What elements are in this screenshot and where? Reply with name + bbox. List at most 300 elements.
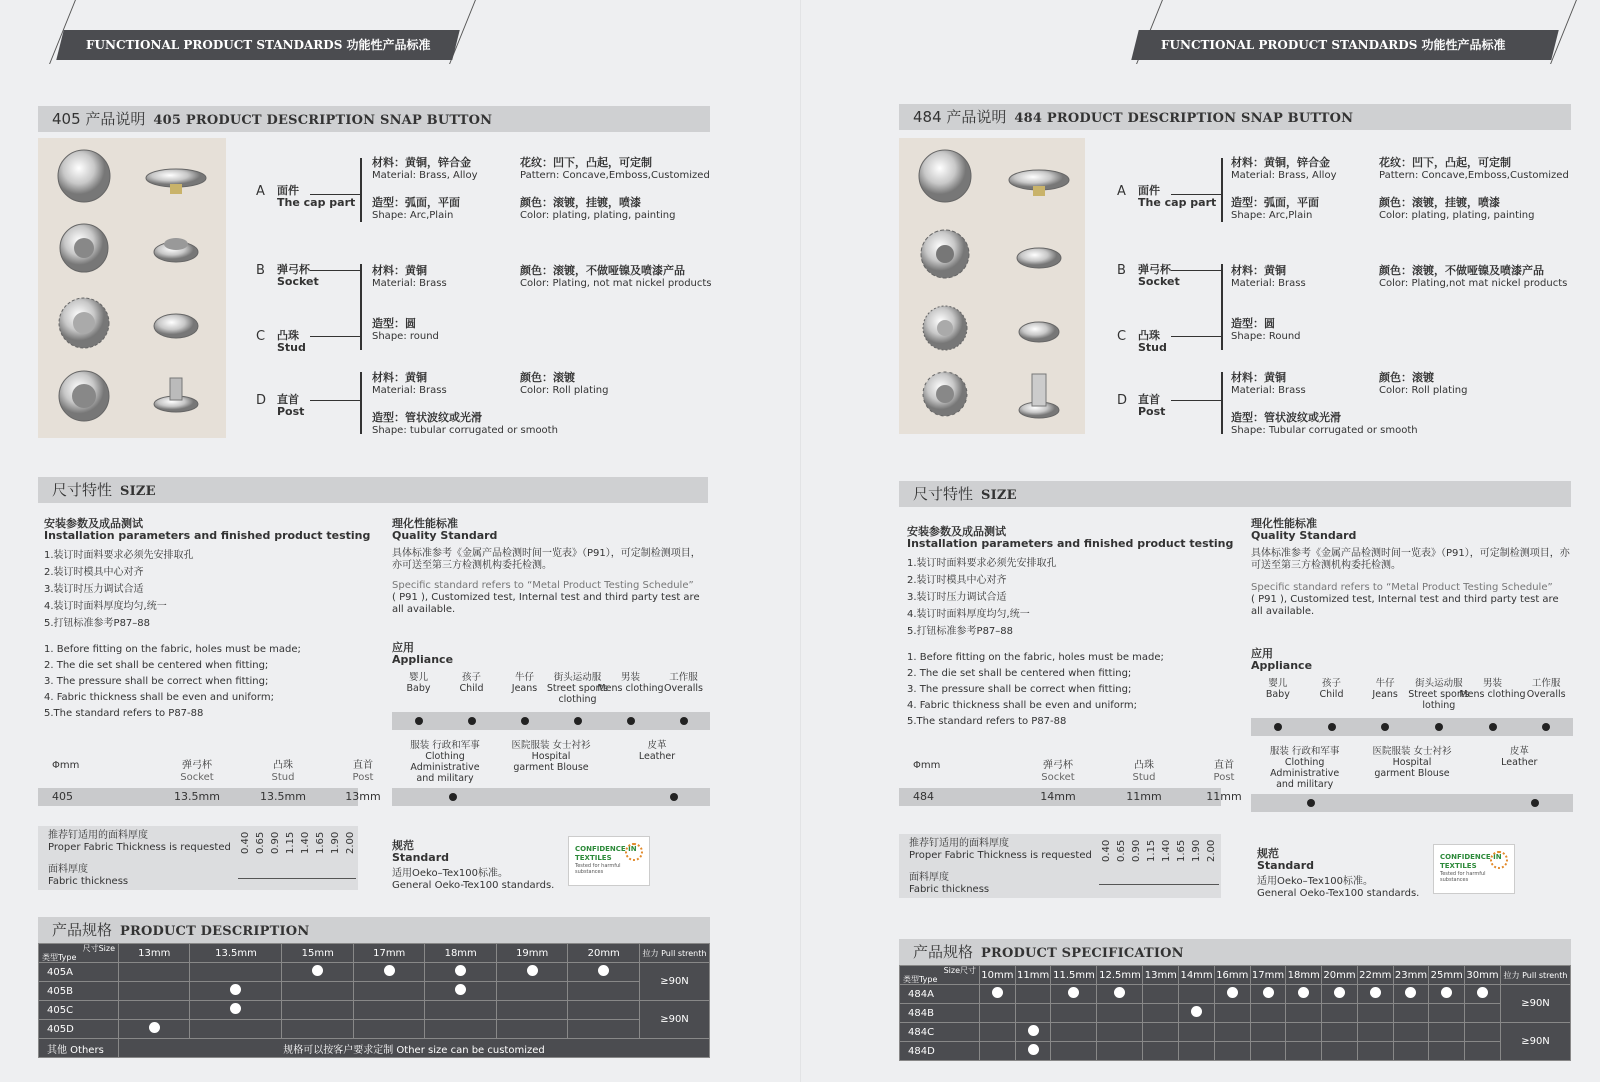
spec-cell <box>568 963 640 982</box>
attr-pattern-cn: 花纹：凹下，凸起，可定制 <box>520 156 652 169</box>
spec-size-header: 30mm <box>1465 966 1501 985</box>
part-letter-a: A <box>256 184 265 199</box>
dim-header-en: Socket <box>1041 772 1075 783</box>
quality-title-en: Quality Standard <box>1251 529 1357 542</box>
spec-cell <box>1097 1042 1143 1061</box>
attr-material-cn: 材料：黄铜 <box>372 371 427 384</box>
appliance-dot-strip <box>1251 718 1573 736</box>
spec-cell <box>980 985 1016 1004</box>
spec-others-text: 规格可以按客户要求定制 Other size can be customized <box>119 1039 710 1058</box>
appliance-label-en: Hospital garment Blouse <box>513 751 589 773</box>
thickness-value: 1.65 <box>1176 839 1187 862</box>
install-step: 1.装订时面料要求必须先安排取孔 <box>907 558 1057 569</box>
dim-header-cn: Φmm <box>913 760 941 771</box>
connector-line <box>1171 194 1221 195</box>
spec-cell <box>1097 1023 1143 1042</box>
part-label-post-en: Post <box>1138 405 1166 418</box>
attr-material-en: Material: Brass, Alloy <box>1231 170 1337 181</box>
appliance-dot <box>415 717 423 725</box>
spec-pull-value: ≥90N <box>640 1001 710 1039</box>
spec-cell <box>1357 1023 1393 1042</box>
spec-table <box>899 965 1571 1061</box>
dim-value: 13.5mm <box>260 790 306 803</box>
spec-corner <box>39 944 119 963</box>
spec-corner-type: 类型Type <box>42 953 77 962</box>
part-letter-b: B <box>256 263 265 278</box>
fabric-label-en: Fabric thickness <box>909 884 990 895</box>
spec-row-type: 484D <box>900 1042 980 1061</box>
appliance-dot <box>468 717 476 725</box>
spec-cell <box>1015 1042 1051 1061</box>
install-step: 4. Fabric thickness shall be even and uniform; <box>907 700 1137 711</box>
dim-header-cn: 凸珠 <box>273 760 293 771</box>
thickness-value: 1.15 <box>1146 839 1157 862</box>
appliance-dot <box>449 793 457 801</box>
spec-cell <box>1322 1004 1358 1023</box>
spec-size-header: 22mm <box>1357 966 1393 985</box>
appliance-dot <box>1274 723 1282 731</box>
attr-material-en: Material: Brass <box>1231 385 1306 396</box>
oeko-tex-certificate-icon: CONFIDENCE IN TEXTILES Tested for harmful substances <box>1433 844 1515 894</box>
thickness-value: 0.90 <box>270 831 281 854</box>
thickness-value: 1.40 <box>300 831 311 854</box>
part-label-cap-en: The cap part <box>277 196 356 209</box>
spec-pull-header: 拉力 Pull strenth <box>640 944 710 963</box>
spec-cell <box>1015 985 1051 1004</box>
dim-header-cn: 凸珠 <box>1134 760 1154 771</box>
thickness-value: 1.15 <box>285 831 296 854</box>
appliance-label-en: Clothing Administrative and military <box>1270 757 1340 790</box>
spec-mark <box>1441 987 1452 998</box>
spec-mark <box>1263 987 1274 998</box>
spec-cell <box>1214 1023 1250 1042</box>
install-step: 5.The standard refers to P87-88 <box>44 708 204 719</box>
spec-cell <box>1143 1042 1179 1061</box>
dim-value: 405 <box>52 790 73 803</box>
spec-row-type: 484C <box>900 1023 980 1042</box>
part-label-post: 直首 <box>277 393 299 406</box>
bracket-line <box>360 158 362 222</box>
appliance-item <box>405 740 485 784</box>
bracket-line <box>1221 158 1223 222</box>
attr-material-en: Material: Brass <box>372 278 447 289</box>
spec-row-type: 405B <box>39 982 119 1001</box>
spec-corner-size: 尺寸Size <box>82 944 115 953</box>
dim-header <box>328 760 398 784</box>
attr-color-cn: 颜色：滚镀，挂镀，喷漆 <box>520 196 641 209</box>
install-step: 1. Before fitting on the fabric, holes must be made; <box>44 644 301 655</box>
spec-cell <box>353 1001 424 1020</box>
spec-cell <box>353 982 424 1001</box>
appliance-dot <box>1435 723 1443 731</box>
spec-cell <box>1393 1042 1429 1061</box>
bracket-line <box>360 264 362 350</box>
spec-cell <box>496 982 567 1001</box>
spec-cell <box>1393 1004 1429 1023</box>
attr-color-cn: 颜色：滚镀，挂镀，喷漆 <box>1379 196 1500 209</box>
install-title-en: Installation parameters and finished product testing <box>44 529 371 542</box>
appliance-item <box>617 740 697 762</box>
install-step: 3.装订时压力调试合适 <box>907 592 1007 603</box>
part-letter-d: D <box>256 393 267 408</box>
spec-cell <box>496 1020 567 1039</box>
spec-table <box>38 943 710 1058</box>
appliance-label-en: Child <box>1319 689 1344 700</box>
part-label-stud: 凸珠 <box>277 329 299 342</box>
connector-line <box>310 270 360 271</box>
connector-line <box>1171 336 1221 337</box>
dim-value: 484 <box>913 790 934 803</box>
spec-cell <box>353 1020 424 1039</box>
spec-cell <box>568 1020 640 1039</box>
install-step: 3. The pressure shall be correct when fitting; <box>907 684 1132 695</box>
spec-mark <box>1298 987 1309 998</box>
appliance-label-cn: 皮革 <box>1509 746 1529 757</box>
attr-shape-cn: 造型：圆 <box>1231 317 1275 330</box>
dim-value: 13mm <box>345 790 381 803</box>
spec-cell <box>1322 1023 1358 1042</box>
snap-button-parts-icon <box>38 138 226 438</box>
attr-material-en: Material: Brass <box>1231 278 1306 289</box>
spec-cell <box>1097 985 1143 1004</box>
spec-cell <box>1357 985 1393 1004</box>
part-label-cap: 面件 <box>1138 184 1160 197</box>
connector-line <box>310 194 360 195</box>
connector-line <box>310 336 360 337</box>
spec-size-header: 16mm <box>1214 966 1250 985</box>
part-label-socket-en: Socket <box>1138 275 1180 288</box>
appliance-label-cn: 婴儿 <box>408 672 428 683</box>
thickness-label-cn: 推荐钉适用的面料厚度 <box>909 838 1009 849</box>
spec-size-header: 10mm <box>980 966 1016 985</box>
part-label-socket: 弹弓杯 <box>277 263 310 276</box>
appliance-label-cn: 医院服装 女士衬衫 <box>1372 746 1452 757</box>
spec-size-header: 25mm <box>1429 966 1465 985</box>
appliance-title-en: Appliance <box>1251 659 1313 672</box>
attr-color-en: Color: Plating, not mat nickel products <box>520 278 712 289</box>
dim-header-cn: 直首 <box>353 760 373 771</box>
attr-color-en: Color: plating, plating, painting <box>520 210 676 221</box>
product-photo <box>899 138 1085 434</box>
spec-pull-value: ≥90N <box>640 963 710 1001</box>
spec-size-header: 11mm <box>1015 966 1051 985</box>
spec-cell <box>980 1023 1016 1042</box>
install-title-cn: 安装参数及成品测试 <box>907 525 1006 538</box>
spec-size-header: 19mm <box>496 944 567 963</box>
dim-header-cn: 直首 <box>1214 760 1234 771</box>
thickness-value: 1.65 <box>315 831 326 854</box>
dim-header <box>52 760 122 772</box>
spec-cell <box>568 1001 640 1020</box>
thickness-value: 2.00 <box>345 831 356 854</box>
spec-cell <box>1015 1023 1051 1042</box>
spec-cell <box>1051 1023 1097 1042</box>
standard-title-en: Standard <box>392 851 450 864</box>
spec-cell <box>1322 985 1358 1004</box>
appliance-dot <box>627 717 635 725</box>
attr-color-en: Color: Plating,not mat nickel products <box>1379 278 1568 289</box>
part-label-post-en: Post <box>277 405 305 418</box>
appliance-label-en: Overalls <box>664 683 703 694</box>
spec-cell <box>190 982 282 1001</box>
attr-color-en: Color: Roll plating <box>1379 385 1468 396</box>
spec-cell <box>1465 985 1501 1004</box>
spec-cell <box>496 963 567 982</box>
part-letter-c: C <box>256 329 266 344</box>
spec-cell <box>1357 1042 1393 1061</box>
spec-cell <box>1286 985 1322 1004</box>
spec-corner <box>900 966 980 985</box>
thickness-label-cn: 推荐钉适用的面料厚度 <box>48 830 148 841</box>
attr-material-cn: 材料：黄铜 <box>1231 264 1286 277</box>
spec-cell <box>1015 1004 1051 1023</box>
attr-shape-cn: 造型：弧面，平面 <box>372 196 460 209</box>
spec-cell <box>1322 1042 1358 1061</box>
spec-title-bar: 产品规格 PRODUCT SPECIFICATION <box>899 939 1571 965</box>
appliance-dot <box>670 793 678 801</box>
thickness-value: 0.90 <box>1131 839 1142 862</box>
appliance-label-en: Clothing Administrative and military <box>410 751 480 784</box>
spec-cell <box>1250 1023 1286 1042</box>
part-label-stud: 凸珠 <box>1138 329 1160 342</box>
spec-others-label: 其他 Others <box>39 1039 119 1058</box>
appliance-label-cn: 服装 行政和军事 <box>1269 746 1340 757</box>
spec-mark <box>1405 987 1416 998</box>
dim-header-en: Post <box>1213 772 1235 783</box>
spec-cell <box>425 1001 496 1020</box>
spec-cell <box>1465 1042 1501 1061</box>
spec-cell <box>1179 1023 1215 1042</box>
appliance-dot <box>574 717 582 725</box>
attr-pattern-en: Pattern: Concave,Emboss,Customized <box>1379 170 1569 181</box>
thickness-value: 2.00 <box>1206 839 1217 862</box>
appliance-label-en: Jeans <box>511 683 538 694</box>
dim-header-cn: Φmm <box>52 760 80 771</box>
spec-cell <box>190 1001 282 1020</box>
attr-shape-cn: 造型：弧面，平面 <box>1231 196 1319 209</box>
attr-material-en: Material: Brass, Alloy <box>372 170 478 181</box>
bracket-line <box>1221 264 1223 350</box>
spec-cell <box>282 1020 353 1039</box>
appliance-label-en: Street sports clothing <box>546 683 609 705</box>
attr-shape-cn: 造型：圆 <box>372 317 416 330</box>
spec-mark <box>1068 987 1079 998</box>
fabric-label-en: Fabric thickness <box>48 876 129 887</box>
appliance-label-cn: 牛仔 <box>1375 678 1395 689</box>
spec-cell <box>119 982 190 1001</box>
install-step: 1.装订时面料要求必须先安排取孔 <box>44 550 194 561</box>
spec-cell <box>1097 1004 1143 1023</box>
appliance-label-en: Mens clothing <box>597 683 664 694</box>
spec-cell <box>980 1042 1016 1061</box>
appliance-dot-strip <box>392 788 710 806</box>
spec-cell <box>353 963 424 982</box>
spec-cell <box>1393 1023 1429 1042</box>
product-photo <box>38 138 226 438</box>
attr-shape-cn: 造型：管状波纹或光滑 <box>1231 411 1341 424</box>
spec-mark <box>455 965 466 976</box>
attr-shape-cn: 造型：管状波纹或光滑 <box>372 411 482 424</box>
install-title-cn: 安装参数及成品测试 <box>44 517 143 530</box>
spec-row-type: 484B <box>900 1004 980 1023</box>
standard-text-cn: 适用Oeko–Tex100标准。 <box>392 868 508 879</box>
install-step: 1. Before fitting on the fabric, holes must be made; <box>907 652 1164 663</box>
spec-mark <box>1028 1044 1039 1055</box>
spec-cell <box>190 1020 282 1039</box>
quality-text-en: ( P91 ), Customized test, Internal test and third party test are all available. <box>1251 594 1559 617</box>
attr-shape-en: Shape: Tubular corrugated or smooth <box>1231 425 1418 436</box>
spec-cell <box>1143 985 1179 1004</box>
spec-row-type: 405D <box>39 1020 119 1039</box>
spec-cell <box>1286 1023 1322 1042</box>
appliance-dot <box>680 717 688 725</box>
dim-value: 11mm <box>1206 790 1242 803</box>
attr-shape-en: Shape: Arc,Plain <box>1231 210 1313 221</box>
spec-cell <box>425 963 496 982</box>
spec-cell <box>1051 1042 1097 1061</box>
spec-mark <box>384 965 395 976</box>
header-banner: FUNCTIONAL PRODUCT STANDARDS 功能性产品标准 <box>1131 30 1558 60</box>
thickness-label-en: Proper Fabric Thickness is requested <box>48 842 231 853</box>
appliance-label-cn: 工作服 <box>669 672 698 683</box>
bracket-line <box>360 372 362 434</box>
standard-text-cn: 适用Oeko–Tex100标准。 <box>1257 876 1373 887</box>
oeko-tex-certificate-icon: CONFIDENCE IN TEXTILES Tested for harmful substances <box>568 836 650 886</box>
install-step: 2.装订时模具中心对齐 <box>907 575 1007 586</box>
spec-cell <box>425 1020 496 1039</box>
spec-corner-size: Size尺寸 <box>943 966 976 975</box>
spec-cell <box>1250 985 1286 1004</box>
spec-size-header: 23mm <box>1393 966 1429 985</box>
spec-mark <box>1334 987 1345 998</box>
spec-cell <box>1179 1042 1215 1061</box>
spec-cell <box>1357 1004 1393 1023</box>
attr-pattern-en: Pattern: Concave,Emboss,Customized <box>520 170 710 181</box>
spec-size-header: 13.5mm <box>190 944 282 963</box>
thickness-value: 0.40 <box>240 831 251 854</box>
spec-cell <box>1214 1042 1250 1061</box>
appliance-title-en: Appliance <box>392 653 454 666</box>
spec-cell <box>119 1020 190 1039</box>
spec-cell <box>1214 1004 1250 1023</box>
spec-cell <box>1286 1042 1322 1061</box>
spec-size-header: 15mm <box>282 944 353 963</box>
header-banner: FUNCTIONAL PRODUCT STANDARDS 功能性产品标准 <box>56 30 459 60</box>
part-label-socket-en: Socket <box>277 275 319 288</box>
spec-size-header: 18mm <box>1286 966 1322 985</box>
appliance-label-en: Street sports lothing <box>1408 689 1470 711</box>
size-title-bar: 尺寸特性 SIZE <box>899 481 1571 507</box>
dim-header-cn: 弹弓杯 <box>1043 760 1073 771</box>
appliance-label-cn: 医院服装 女士衬衫 <box>511 740 591 751</box>
spec-mark <box>149 1022 160 1033</box>
spec-row-type: 484A <box>900 985 980 1004</box>
quality-title-cn: 理化性能标准 <box>392 517 458 530</box>
bracket-line <box>1221 372 1223 434</box>
quality-text-cn: 具体标准参考《金属产品检测时间一览表》（P91），可定制检测项目，亦可送至第三方检测机构委托检测。 <box>392 548 701 571</box>
desc-title-bar: 405 产品说明 405 PRODUCT DESCRIPTION SNAP BUTTON <box>38 106 710 132</box>
install-step: 3. The pressure shall be correct when fitting; <box>44 676 269 687</box>
standard-title-en: Standard <box>1257 859 1315 872</box>
spec-size-header: 18mm <box>425 944 496 963</box>
spec-mark <box>230 984 241 995</box>
appliance-item <box>1506 678 1586 700</box>
dim-header <box>162 760 232 784</box>
right-page <box>800 0 1600 1082</box>
attr-color-en: Color: plating, plating, painting <box>1379 210 1535 221</box>
install-step: 2. The die set shall be centered when fitting; <box>44 660 269 671</box>
spec-size-header: 14mm <box>1179 966 1215 985</box>
appliance-label-en: Jeans <box>1372 689 1398 700</box>
standard-text-en: General Oeko-Tex100 standards. <box>1257 888 1420 899</box>
spec-pull-value: ≥90N <box>1501 985 1571 1023</box>
spec-cell <box>1429 985 1465 1004</box>
appliance-dot-strip <box>1251 794 1573 812</box>
install-step: 4. Fabric thickness shall be even and uniform; <box>44 692 274 703</box>
spec-cell <box>1143 1023 1179 1042</box>
spec-cell <box>1179 985 1215 1004</box>
appliance-label-en: Baby <box>406 683 431 694</box>
spec-size-header: 20mm <box>568 944 640 963</box>
fabric-label-cn: 面料厚度 <box>909 872 949 883</box>
install-step: 4.装订时面料厚度均匀,统一 <box>907 609 1030 620</box>
appliance-dot-strip <box>392 712 710 730</box>
attr-material-cn: 材料：黄铜 <box>372 264 427 277</box>
spec-cell <box>282 963 353 982</box>
attr-shape-en: Shape: Arc,Plain <box>372 210 454 221</box>
appliance-item <box>1372 746 1452 779</box>
part-letter-c: C <box>1117 329 1127 344</box>
attr-shape-en: Shape: round <box>372 331 439 342</box>
attr-color-cn: 颜色：滚镀 <box>1379 371 1434 384</box>
dim-header <box>248 760 318 784</box>
appliance-label-en: Mens clothing <box>1459 689 1526 700</box>
spec-size-header: 13mm <box>1143 966 1179 985</box>
appliance-item <box>511 740 591 773</box>
quality-text-en: Specific standard refers to “Metal Product Testing Schedule” <box>392 580 694 591</box>
dim-header <box>1023 760 1093 784</box>
spec-mark <box>1191 1006 1202 1017</box>
appliance-dot <box>1489 723 1497 731</box>
part-letter-d: D <box>1117 393 1128 408</box>
spec-cell <box>1393 985 1429 1004</box>
spec-cell <box>1429 1004 1465 1023</box>
attr-color-cn: 颜色：滚镀，不做哑镍及喷漆产品 <box>520 264 685 277</box>
dim-header <box>1109 760 1179 784</box>
attr-material-en: Material: Brass <box>372 385 447 396</box>
spec-title-bar: 产品规格 PRODUCT DESCRIPTION <box>38 917 710 943</box>
install-step: 5.The standard refers to P87-88 <box>907 716 1067 727</box>
spec-cell <box>496 1001 567 1020</box>
spec-cell <box>1429 1042 1465 1061</box>
standard-title-cn: 规范 <box>1257 847 1279 860</box>
attr-color-en: Color: Roll plating <box>520 385 609 396</box>
spec-cell <box>980 1004 1016 1023</box>
spec-cell <box>1465 1023 1501 1042</box>
spec-mark <box>1477 987 1488 998</box>
spec-mark <box>527 965 538 976</box>
standard-text-en: General Oeko-Tex100 standards. <box>392 880 555 891</box>
part-label-stud-en: Stud <box>1138 341 1167 354</box>
install-step: 2.装订时模具中心对齐 <box>44 567 144 578</box>
spec-cell <box>282 982 353 1001</box>
attr-color-cn: 颜色：滚镀，不做哑镍及喷漆产品 <box>1379 264 1544 277</box>
connector-line <box>1171 270 1221 271</box>
connector-line <box>1171 400 1221 401</box>
appliance-label-en: Leather <box>638 751 676 762</box>
appliance-title-cn: 应用 <box>1251 647 1273 660</box>
appliance-label-cn: 孩子 <box>1321 678 1341 689</box>
